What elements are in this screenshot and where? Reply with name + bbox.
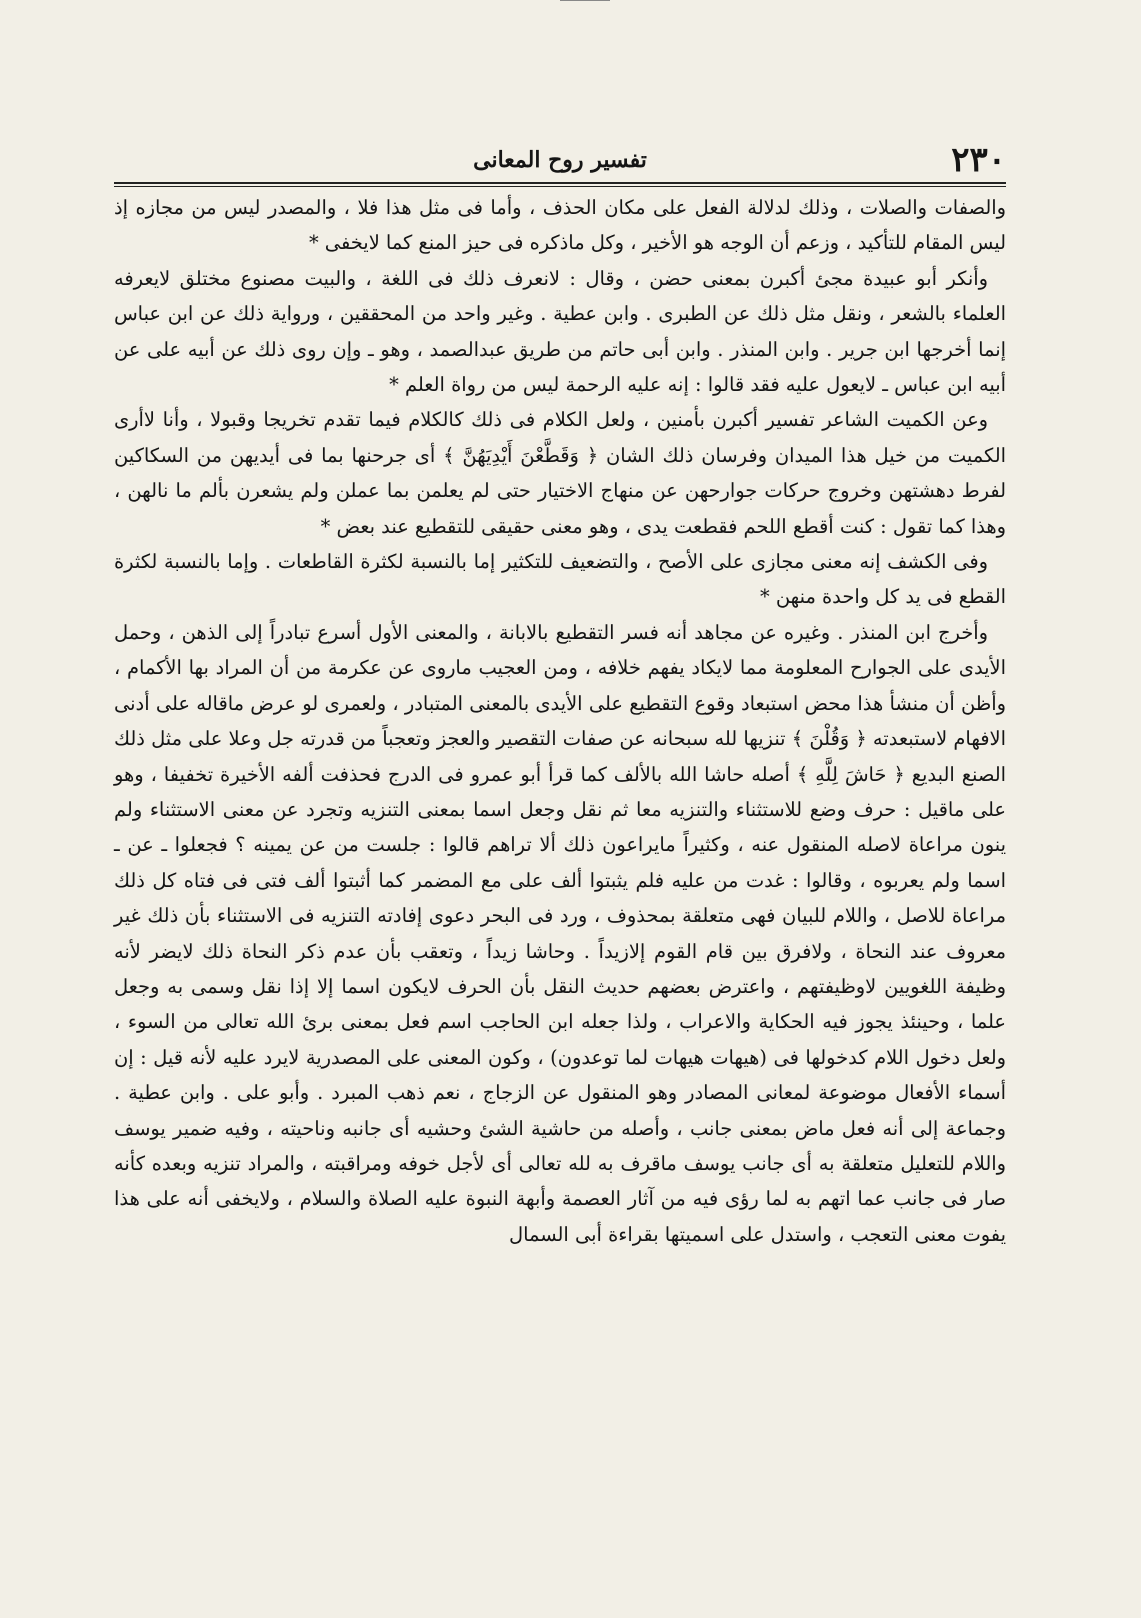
page-number: ٢٣٠ [951, 140, 1006, 180]
scan-edge-mark [560, 0, 610, 1]
paragraph-3: وعن الكميت الشاعر تفسير أكبرن بأمنين ، ولعل الكلام فى ذلك كالكلام فيما تقدم تخريجا وقبولا ، وأنا لاأرى الكميت من خيل هذا الميدان وفرسان ذلك الشان ﴿ وَقَطَّعْنَ أَيْدِيَهُنَّ ﴾ أى جرحنها بما فى أيديهن من السكاكين لفرط دهشتهن وخروج حركات جوارحهن عن منهاج الاختيار حتى لم يعلمن بما عملن ولم يشعرن بألم ما نالهن ، وهذا كما تقول : كنت أقطع اللحم فقطعت يدى ، وهو معنى حقيقى للتقطيع عند بعض * [114, 408, 1006, 538]
header-rule [114, 182, 1006, 184]
paragraph-2: وأنكر أبو عبيدة مجئ أكبرن بمعنى حضن ، وقال : لانعرف ذلك فى اللغة ، والبيت مصنوع مختلق لايعرفه العلماء بالشعر ، ونقل مثل ذلك عن الطبرى . وابن عطية . وغير واحد من المحققين ، ورواية ذلك عن ابن عباس إنما أخرجها ابن جرير . وابن المنذر . وابن أبى حاتم من طريق عبدالصمد ، وهو ـ وإن روى ذلك عن أبيه على عن أبيه ابن عباس ـ لايعول عليه فقد قالوا : إنه عليه الرحمة ليس من رواة العلم * [114, 266, 1006, 397]
header-rule-thin [114, 186, 1006, 187]
paragraph-5: وأخرج ابن المنذر . وغيره عن مجاهد أنه فسر التقطيع بالابانة ، والمعنى الأول أسرع تبادراً إلى الذهن ، وحمل الأيدى على الجوارح المعلومة مما لايكاد يفهم خلافه ، ومن العجيب ماروى عن عكرمة من أن المراد بها الأكمام ، وأظن أن منشأ هذا محض استبعاد وقوع التقطيع على الأيدى بالمعنى المتبادر ، ولعمرى لو عرض ماقاله على أدنى الافهام لاستبعدته ﴿ وَقُلْنَ ﴾ تنزيها لله سبحانه عن صفات التقصير والعجز وتعجباً من قدرته جل وعلا على مثل ذلك الصنع البديع ﴿ حَاشَ لِلَّهِ ﴾ أصله حاشا الله بالألف كما قرأ أبو عمرو فى الدرج فحذفت ألفه الأخيرة تخفيفا ، وهو على ماقيل : حرف وضع للاستثناء والتنزيه معا ثم نقل وجعل اسما بمعنى التنزيه وتجرد عن معنى الاستثناء ولم ينون مراعاة لاصله المنقول عنه ، وكثيراً مايراعون ذلك ألا تراهم قالوا : جلست من عن يمينه ؟ فجعلوا ـ عن ـ اسما ولم يعربوه ، وقالوا : غدت من عليه فلم يثبتوا ألف على مع المضمر كما أثبتوا ألف فتى فى فتاه كل ذلك مراعاة للاصل ، واللام للبيان فهى متعلقة بمحذوف ، ورد فى البحر دعوى إفادته التنزيه فى الاستثناء بأن ذلك غير معروف عند النحاة ، ولافرق بين قام القوم إلازيداً . وحاشا زيداً ، وتعقب بأن عدم ذكر النحاة ذلك لايضر لأنه وظيفة اللغويين لاوظيفتهم ، واعترض بعضهم حديث النقل بأن الحرف لايكون اسما إلا إذا نقل وسمى به وجعل علما ، وحينئذ يجوز فيه الحكاية والاعراب ، ولذا جعله ابن الحاجب اسم فعل بمعنى برئ الله تعالى من السوء ، ولعل دخول اللام كدخولها فى (هيهات هيهات لما توعدون) ، وكون المعنى على المصدرية لايرد عليه لأنه قيل : إن أسماء الأفعال موضوعة لمعانى المصادر وهو المنقول عن الزجاج ، نعم ذهب المبرد . وأبو على . وابن عطية . وجماعة إلى أنه فعل ماض بمعنى جانب ، وأصله من حاشية الشئ وحشيه أى جانبه وناحيته ، وفيه ضمير يوسف واللام للتعليل متعلقة به أى جانب يوسف ماقرف به لله تعالى أى لأجل خوفه ومراقبته ، والمراد تنزيه وبعده كأنه صار فى جانب عما اتهم به لما رؤى فيه من آثار العصمة وأبهة النبوة عليه الصلاة والسلام ، ولايخفى أنه على هذا يفوت معنى التعجب ، واستدل على اسميتها بقراءة أبى السمال [114, 620, 1006, 1246]
paragraph-4: وفى الكشف إنه معنى مجازى على الأصح ، والتضعيف للتكثير إما بالنسبة لكثرة القاطعات . وإما بالنسبة لكثرة القطع فى يد كل واحدة منهن * [114, 550, 1006, 609]
body-text [114, 190, 1006, 1252]
page-header [114, 140, 1006, 180]
running-title: تفسير روح المعانى [473, 147, 647, 173]
paragraph-1: والصفات والصلات ، وذلك لدلالة الفعل على مكان الحذف ، وأما فى مثل هذا فلا ، والمصدر ليس من مجازه إذ ليس المقام للتأكيد ، وزعم أن الوجه هو الأخير ، وكل ماذكره فى حيز المنع كما لايخفى * [114, 196, 1006, 255]
